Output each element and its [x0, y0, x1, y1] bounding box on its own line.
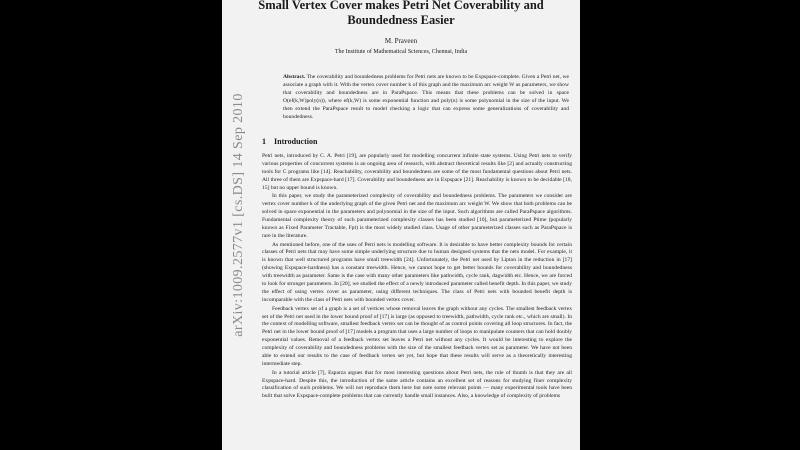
section-heading	[262, 137, 317, 146]
paper-title	[222, 0, 580, 28]
paper-title-line-1: Small Vertex Cover makes Petri Net Coverability and	[258, 0, 544, 12]
arxiv-stamp	[230, 0, 246, 450]
body-paragraph: In a tutorial article [7], Esparza argues that for most interesting questions about Petri nets, the rule of thumb is that they are all Expspace-hard. Despite this, the introduction of the same article contains an excellent set of reasons for studying finer complexity classification of such problems. We will not reproduce them here but note some relevant points — many experimental tools have been built that solve Expspace-complete problems that can currently handle small instances. Also, a knowledge of complexity of problems	[262, 369, 572, 400]
body-paragraph: As mentioned before, one of the uses of Petri nets is modelling software. It is desirable to have better complexity bounds for certain classes of Petri nets that may have some simple underlying structure due to human designed systems that the nets model. For example, it is known that well structured programs have small treewidth [24]. Unfortunately, the Petri net used by Lipton in the reduction in [17] (showing Expspace-hardness) has a constant treewidth. Hence, we cannot hope to get better bounds for coverability and boundedness with treewidth as parameter. Same is the case with many other parameters like pathwidth, cycle rank, dagwidth etc. Hence, we are forced to look for stronger parameters. In [20], we studied the effect of a newly introduced parameter called benefit depth. In this paper, we study the effect of using vertex cover as parameter, using different techniques. The class of Petri nets with bounded benefit depth is incomparable with the class of Petri nets with bounded vertex cover.	[262, 241, 572, 303]
body-paragraph: Petri nets, introduced by C. A. Petri [19], are popularly used for modelling concurrent infinite state systems. Using Petri nets to verify various properties of concurrent systems is an ongoing area of research, with abstract theoretical results like [2] and actually constructing tools for C programs like [14]. Reachability, coverability and boundedness are some of the most fundamental questions about Petri nets. All three of them are Expspace-hard [17]. Coverability and boundedness are in Expspace [21]. Reachability is known to be decidable [18, 15] but no upper bound is known.	[262, 153, 572, 191]
paper-affiliation: The Institute of Mathematical Sciences, Chennai, India	[334, 49, 468, 55]
abstract	[283, 73, 569, 122]
section-body	[262, 153, 572, 402]
arxiv-stamp-text: arXiv:1009.2577v1 [cs.DS] 14 Sep 2010	[230, 93, 246, 337]
body-paragraph: In this paper, we study the parameterized complexity of coverability and boundedness problems. The parameters we consider are vertex cover number k of the underlying graph of the given Petri net and the maximum arc weight W. We show that both problems can be solved in space exponential in the parameters and polynomial in the size of the input. Such algorithms are called ParaPspace algorithms. Fundamental complexity theory of such parameterized complexity classes has been studied [10], but parameterized Ptime (popularly known as Fixed Parameter Tractable, Fpt) is the most widely studied class. Usage of other parameterized classes such as ParaPspace is rare in the literature.	[262, 193, 572, 239]
section-number: 1	[262, 137, 266, 146]
abstract-label: Abstract.	[283, 74, 306, 80]
section-title: Introduction	[274, 137, 318, 146]
paper-title-line-2: Boundedness Easier	[347, 13, 455, 27]
abstract-text: The coverability and boundedness problems for Petri nets are known to be Expspace-complete. Given a Petri net, we associate a graph with it. With the vertex cover number k of this graph and the maximum arc weight W as parameters, we show that coverability and boundedness are in ParaPspace. This means that these problems can be solved in space O(ef(k,W)poly(n)), where ef(k,W) is some exponential function and poly(n) is some polynomial in the size of the input. We then extend the ParaPspace result to model checking a logic that can express some generalizations of coverability and boundedness.	[283, 74, 569, 121]
paper-author: M. Praveen	[384, 37, 418, 45]
body-paragraph: Feedback vertex set of a graph is a set of vertices whose removal leaves the graph without any cycles. The smallest feedback vertex set of the Petri net used in the lower bound proof of [17] is large (as opposed to treewidth, pathwidth, cycle rank etc., which are small). In the context of modelling software, smallest feedback vertex set can be thought of as control points covering all loop structures. In fact, the Petri net in the lower bound proof of [17] models a program that uses a large number of loops to manipulate counters that can hold doubly exponential values. Removal of a feedback vertex set leaves a Petri net without any cycles. It would be interesting to explore the complexity of coverability and boundedness problems with the size of the smallest feedback vertex set as parameter. We have not been able to extend our results to the case of feedback vertex set yet, but hope that these results will serve as a theoretically interesting intermediate step.	[262, 305, 572, 367]
